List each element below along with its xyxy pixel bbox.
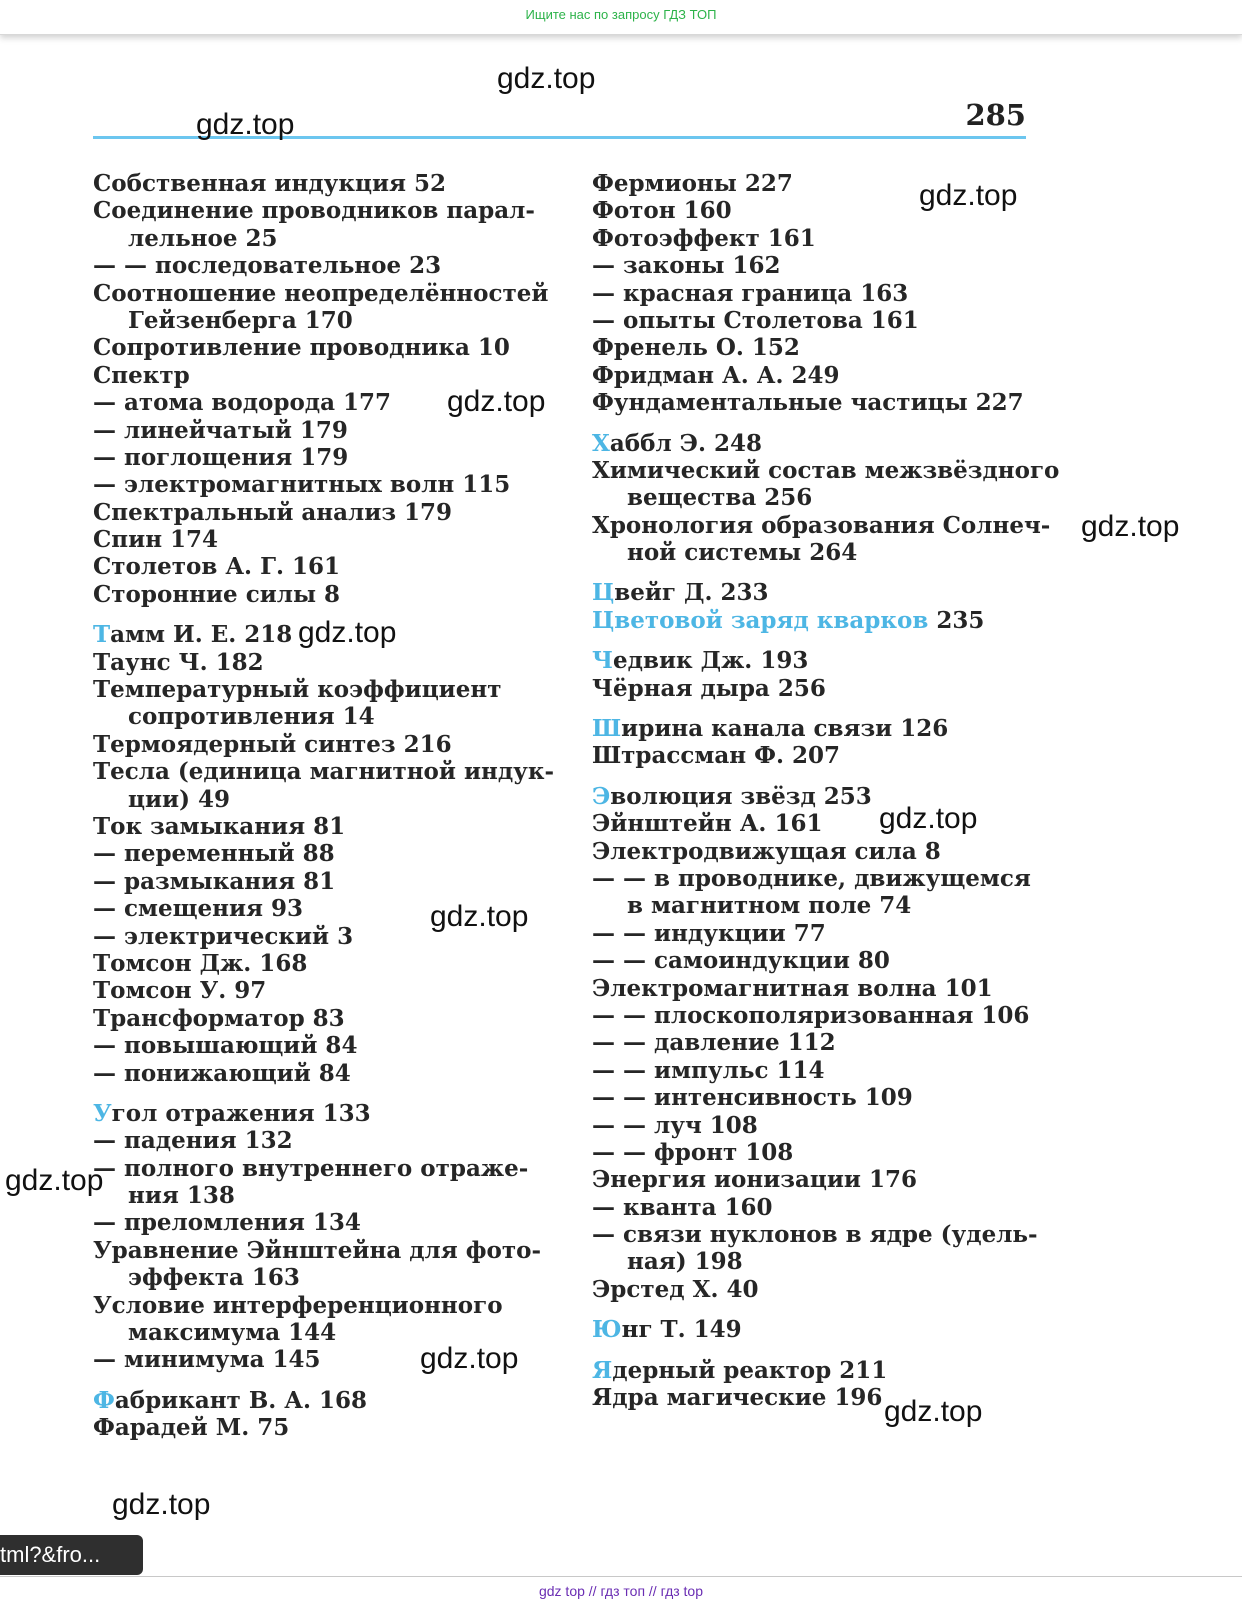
index-entry-text: Сторонние силы 8 bbox=[93, 580, 341, 608]
index-entry-text: Условие интерференционного bbox=[93, 1291, 503, 1319]
index-entry bbox=[592, 1221, 1052, 1248]
index-entry bbox=[93, 1060, 563, 1087]
index-entry-text: гол отражения 133 bbox=[111, 1099, 371, 1127]
index-entry bbox=[592, 1357, 1052, 1384]
index-entry-text: дерный реактор 211 bbox=[612, 1356, 888, 1384]
index-entry bbox=[93, 977, 563, 1004]
index-entry bbox=[592, 1316, 1052, 1343]
index-entry-text: ирина канала связи 126 bbox=[621, 715, 949, 743]
top-banner bbox=[0, 0, 1242, 35]
index-entry-text: Соединение проводников парал- bbox=[93, 197, 535, 225]
index-entry bbox=[93, 813, 563, 840]
index-entry bbox=[592, 389, 1052, 416]
index-entry bbox=[592, 280, 1052, 307]
index-entry bbox=[93, 1209, 563, 1236]
index-entry bbox=[93, 758, 563, 785]
index-entry bbox=[592, 1084, 1052, 1111]
index-entry-text: ции) 49 bbox=[128, 785, 231, 813]
index-entry-text: Энергия ионизации 176 bbox=[592, 1166, 917, 1194]
index-entry-text: — размыкания 81 bbox=[93, 867, 336, 895]
index-entry bbox=[93, 1100, 563, 1127]
index-entry-text: — преломления 134 bbox=[93, 1209, 361, 1237]
index-entry-text: — понижающий 84 bbox=[93, 1059, 351, 1087]
index-entry bbox=[93, 197, 563, 224]
index-entry-text: Спектральный анализ 179 bbox=[93, 498, 453, 526]
index-entry-text: Чёрная дыра 256 bbox=[592, 674, 826, 702]
index-entry bbox=[592, 647, 1052, 674]
watermark: gdz.top bbox=[1081, 510, 1180, 543]
index-entry-text: Фотоэффект 161 bbox=[592, 224, 816, 252]
index-entry bbox=[592, 484, 1052, 511]
index-entry-text: Столетов А. Г. 161 bbox=[93, 553, 340, 581]
index-entry-text: вещества 256 bbox=[627, 484, 813, 512]
index-entry-text: — повышающий 84 bbox=[93, 1032, 358, 1060]
index-entry bbox=[592, 1029, 1052, 1056]
index-entry bbox=[93, 334, 563, 361]
index-entry-text: Фундаментальные частицы 227 bbox=[592, 389, 1024, 417]
index-entry-text: — красная граница 163 bbox=[592, 279, 909, 307]
index-entry-text: — поглощения 179 bbox=[93, 443, 349, 471]
index-entry-text: — — импульс 114 bbox=[592, 1056, 825, 1084]
index-entry bbox=[592, 1194, 1052, 1221]
section-initial-letter: Т bbox=[93, 621, 111, 649]
index-entry bbox=[592, 675, 1052, 702]
index-entry bbox=[93, 553, 563, 580]
index-entry-text: амм И. Е. 218 bbox=[110, 621, 293, 649]
index-entry-text: — — луч 108 bbox=[592, 1111, 758, 1139]
index-entry bbox=[592, 1166, 1052, 1193]
index-entry bbox=[592, 539, 1052, 566]
index-entry bbox=[592, 1276, 1052, 1303]
index-entry-text: абрикант В. А. 168 bbox=[114, 1386, 368, 1414]
index-entry-text: Штрассман Ф. 207 bbox=[592, 742, 840, 770]
index-entry bbox=[93, 1182, 563, 1209]
bottom-bar bbox=[0, 1576, 1242, 1611]
index-entry bbox=[93, 307, 563, 334]
index-entry bbox=[592, 607, 1052, 634]
index-entry-text: максимума 144 bbox=[128, 1319, 337, 1347]
index-entry-text: Гейзенберга 170 bbox=[128, 306, 353, 334]
index-entry bbox=[93, 731, 563, 758]
index-entry bbox=[592, 838, 1052, 865]
index-entry bbox=[592, 1057, 1052, 1084]
index-entry-text: едвик Дж. 193 bbox=[613, 647, 809, 675]
index-entry-text: Температурный коэффициент bbox=[93, 676, 502, 704]
index-entry-text: — смещения 93 bbox=[93, 895, 304, 923]
index-entry bbox=[93, 786, 563, 813]
index-entry-text: — минимума 145 bbox=[93, 1346, 321, 1374]
index-entry bbox=[93, 649, 563, 676]
index-entry-text: Электромагнитная волна 101 bbox=[592, 974, 993, 1002]
top-banner-text: Ищите нас по запросу ГДЗ ТОП bbox=[525, 7, 717, 22]
index-entry-text: — — давление 112 bbox=[592, 1029, 836, 1057]
index-entry bbox=[592, 456, 1060, 484]
index-entry bbox=[93, 1264, 563, 1291]
index-entry bbox=[93, 950, 563, 977]
index-entry bbox=[592, 810, 1052, 837]
watermark: gdz.top bbox=[919, 179, 1018, 212]
index-entry-text: Таунс Ч. 182 bbox=[93, 648, 264, 676]
index-entry bbox=[93, 471, 563, 498]
index-entry bbox=[93, 840, 563, 867]
index-entry-text: 235 bbox=[928, 606, 985, 634]
index-column-left bbox=[93, 170, 563, 1442]
index-entry-text: — — плоскополяризованная 106 bbox=[592, 1001, 1030, 1029]
index-entry bbox=[592, 334, 1052, 361]
index-entry bbox=[93, 1155, 563, 1182]
watermark: gdz.top bbox=[298, 616, 397, 649]
index-entry-text: — линейчатый 179 bbox=[93, 416, 348, 444]
index-entry-text: аббл Э. 248 bbox=[609, 429, 762, 457]
index-entry-text: Уравнение Эйнштейна для фото- bbox=[93, 1236, 541, 1264]
index-entry-text: Эрстед Х. 40 bbox=[592, 1275, 759, 1303]
index-entry bbox=[93, 252, 563, 279]
section-initial-letter: Ц bbox=[592, 579, 615, 607]
index-entry bbox=[592, 1384, 1052, 1411]
index-entry-text: Ток замыкания 81 bbox=[93, 812, 346, 840]
index-entry bbox=[592, 1112, 1052, 1139]
section-initial-letter: Ф bbox=[93, 1386, 115, 1414]
watermark: gdz.top bbox=[884, 1395, 983, 1428]
index-entry-text: Хронология образования Солнеч- bbox=[592, 511, 1051, 539]
index-entry-text: лельное 25 bbox=[128, 224, 278, 252]
index-entry-text: ная) 198 bbox=[627, 1248, 743, 1276]
index-entry bbox=[93, 1387, 563, 1414]
index-entry bbox=[93, 1237, 563, 1264]
index-entry bbox=[592, 512, 1052, 539]
section-initial-letter: Ю bbox=[592, 1316, 622, 1344]
index-entry bbox=[93, 444, 563, 471]
index-entry-text: Сопротивление проводника 10 bbox=[93, 334, 510, 362]
index-entry-text: Химический состав межзвёздного bbox=[592, 456, 1060, 484]
index-entry-text: Электродвижущая сила 8 bbox=[592, 837, 941, 865]
highlighted-term: Цветовой заряд кварков bbox=[592, 606, 929, 634]
page-number: 285 bbox=[965, 98, 1026, 132]
index-entry bbox=[93, 1414, 563, 1441]
index-entry bbox=[93, 581, 563, 608]
index-entry-text: ной системы 264 bbox=[627, 539, 858, 567]
index-entry-text: Собственная индукция 52 bbox=[93, 170, 447, 197]
index-entry-text: Фарадей М. 75 bbox=[93, 1414, 290, 1442]
index-entry-text: Тесла (единица магнитной индук- bbox=[93, 758, 555, 786]
index-entry-text: — атома водорода 177 bbox=[93, 389, 392, 417]
index-entry-text: — опыты Столетова 161 bbox=[592, 306, 919, 334]
watermark: gdz.top bbox=[196, 108, 295, 141]
index-entry-text: Френель О. 152 bbox=[592, 334, 800, 362]
index-entry bbox=[93, 280, 563, 307]
index-entry bbox=[93, 417, 563, 444]
section-initial-letter: Ш bbox=[592, 715, 622, 743]
index-entry bbox=[93, 499, 563, 526]
index-entry-text: — полного внутреннего отраже- bbox=[93, 1154, 529, 1182]
index-entry-text: Фридман А. А. 249 bbox=[592, 361, 840, 389]
index-entry bbox=[93, 225, 563, 252]
watermark: gdz.top bbox=[430, 900, 529, 933]
index-entry bbox=[592, 783, 1052, 810]
index-entry bbox=[93, 1127, 563, 1154]
index-entry-text: Фермионы 227 bbox=[592, 170, 793, 197]
watermark: gdz.top bbox=[447, 385, 546, 418]
index-entry-text: ния 138 bbox=[128, 1182, 235, 1210]
index-entry bbox=[592, 715, 1052, 742]
index-entry-text: Томсон Дж. 168 bbox=[93, 949, 308, 977]
index-entry bbox=[592, 252, 1052, 279]
index-entry bbox=[592, 947, 1052, 974]
index-entry-text: — — в проводнике, движущемся bbox=[592, 864, 1031, 892]
watermark: gdz.top bbox=[5, 1164, 104, 1197]
index-entry-text: — переменный 88 bbox=[93, 840, 335, 868]
index-entry bbox=[592, 1002, 1052, 1029]
watermark: gdz.top bbox=[497, 62, 596, 95]
index-entry-text: — — фронт 108 bbox=[592, 1138, 794, 1166]
bottom-bar-text: gdz top // гдз топ // гдз top bbox=[538, 1583, 704, 1599]
index-entry-text: Ядра магические 196 bbox=[592, 1384, 883, 1412]
index-entry-text: Трансформатор 83 bbox=[93, 1004, 345, 1032]
index-entry-text: Спин 174 bbox=[93, 526, 219, 554]
index-entry-text: сопротивления 14 bbox=[128, 703, 375, 731]
watermark: gdz.top bbox=[112, 1488, 211, 1521]
index-entry-text: — электромагнитных волн 115 bbox=[93, 471, 511, 499]
index-entry-text: — — самоиндукции 80 bbox=[592, 947, 890, 975]
index-entry-text: — связи нуклонов в ядре (удель- bbox=[592, 1221, 1038, 1249]
index-entry-text: — — последовательное 23 bbox=[93, 252, 442, 280]
index-entry bbox=[93, 703, 563, 730]
index-entry bbox=[93, 676, 563, 703]
index-entry bbox=[592, 975, 1052, 1002]
index-entry-text: Фотон 160 bbox=[592, 197, 732, 225]
index-entry bbox=[93, 526, 563, 553]
index-entry bbox=[592, 920, 1052, 947]
section-initial-letter: У bbox=[93, 1099, 112, 1127]
index-entry-text: — — интенсивность 109 bbox=[592, 1084, 913, 1112]
index-entry-text: эффекта 163 bbox=[128, 1264, 300, 1292]
index-entry bbox=[93, 170, 563, 197]
section-initial-letter: Я bbox=[592, 1356, 613, 1384]
index-entry bbox=[93, 868, 563, 895]
index-entry-text: — электрический 3 bbox=[93, 922, 354, 950]
index-entry bbox=[592, 362, 1052, 389]
index-entry-text: в магнитном поле 74 bbox=[627, 892, 912, 920]
watermark: gdz.top bbox=[420, 1342, 519, 1375]
index-entry bbox=[592, 1139, 1052, 1166]
index-entry-text: — — индукции 77 bbox=[592, 919, 826, 947]
section-initial-letter: Х bbox=[592, 429, 610, 457]
section-initial-letter: Ч bbox=[592, 647, 614, 675]
index-entry-text: — законы 162 bbox=[592, 252, 781, 280]
index-entry-text: нг Т. 149 bbox=[621, 1316, 742, 1344]
index-entry-text: волюция звёзд 253 bbox=[610, 782, 872, 810]
index-entry bbox=[592, 742, 1052, 769]
index-entry bbox=[93, 1005, 563, 1032]
index-entry-text: Эйнштейн А. 161 bbox=[592, 810, 823, 838]
index-entry bbox=[93, 1032, 563, 1059]
url-tab[interactable] bbox=[0, 1535, 143, 1575]
index-entry-text: вейг Д. 233 bbox=[614, 579, 769, 607]
index-entry bbox=[592, 307, 1052, 334]
index-entry bbox=[592, 892, 1052, 919]
index-entry-text: Термоядерный синтез 216 bbox=[93, 730, 452, 758]
index-entry bbox=[592, 865, 1052, 892]
index-entry-text: Томсон У. 97 bbox=[93, 977, 267, 1005]
index-entry-text: — падения 132 bbox=[93, 1127, 293, 1155]
index-entry-text: Соотношение неопределённостей bbox=[93, 279, 549, 307]
section-initial-letter: Э bbox=[592, 782, 611, 810]
index-entry bbox=[592, 430, 1052, 457]
index-entry bbox=[93, 1292, 563, 1319]
watermark: gdz.top bbox=[879, 802, 978, 835]
index-entry bbox=[592, 579, 1052, 606]
index-entry bbox=[592, 225, 1052, 252]
url-tab-text: tml?&fro... bbox=[0, 1542, 101, 1567]
index-entry-text: Спектр bbox=[93, 361, 190, 389]
index-entry bbox=[592, 1248, 1052, 1275]
index-entry-text: — кванта 160 bbox=[592, 1193, 773, 1221]
